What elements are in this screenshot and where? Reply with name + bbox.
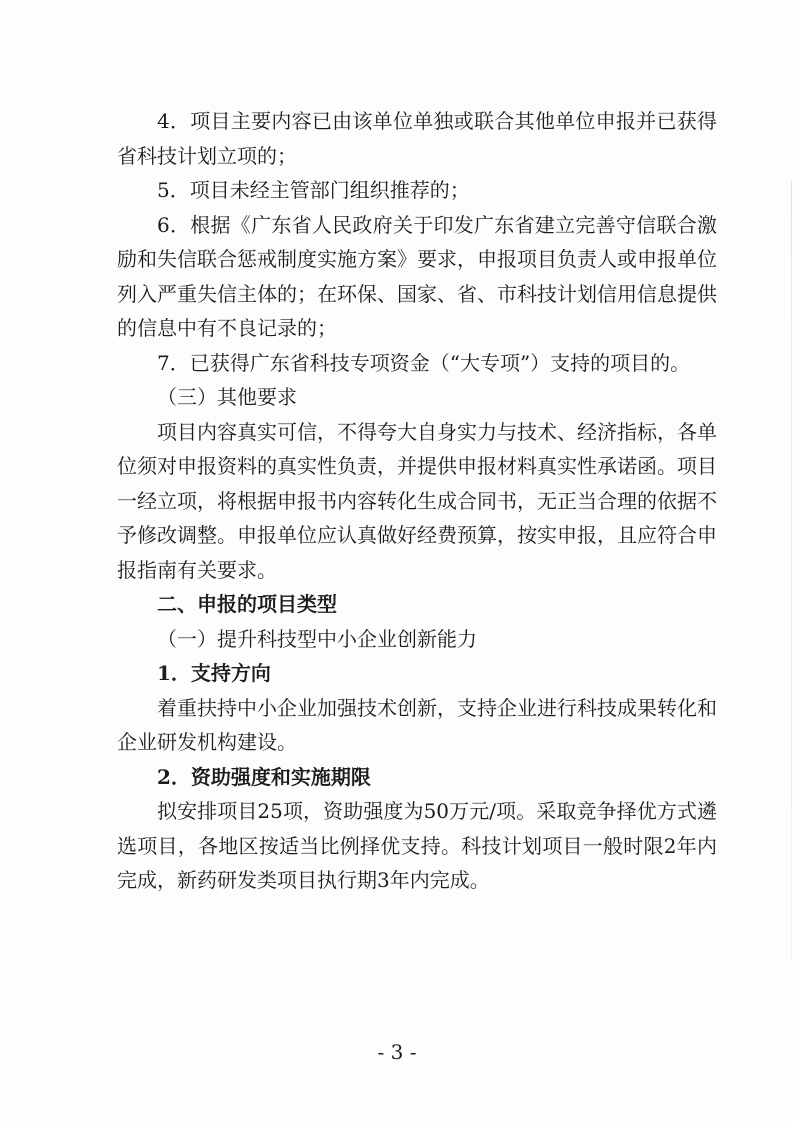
section-heading-other-requirements: （三）其他要求 [157, 385, 297, 409]
clause-4: 4．项目主要内容已由该单位单独或联合其他单位申报并已获得省科技计划立项的； [117, 109, 717, 168]
clause-6: 6．根据《广东省人民政府关于印发广东省建立完善守信联合激励和失信联合惩戒制度实施方案》要求，申报项目负责人或申报单位列入严重失信主体的；在环保、国家、省、市科技计划信用信息提供的信息中有不良记录的； [117, 212, 717, 340]
page-number: - 3 - [377, 1040, 417, 1064]
scan-edge-line [791, 180, 792, 960]
heading-funding-period: 2．资助强度和实施期限 [157, 764, 371, 789]
section-heading-project-types: 二、申报的项目类型 [157, 592, 337, 616]
clause-7: 7．已获得广东省科技专项资金（“大专项”）支持的项目的。 [157, 350, 691, 375]
heading-support-direction: 1．支持方向 [157, 661, 271, 685]
clause-5: 5．项目未经主管部门组织推荐的； [157, 178, 470, 202]
support-direction-text: 着重扶持中小企业加强技术创新，支持企业进行科技成果转化和企业研发机构建设。 [117, 695, 717, 754]
funding-period-text: 拟安排项目25项，资助强度为50万元/项。采取竞争择优方式遴选项目，各地区按适当比例择优支持。科技计划项目一般时限2年内完成，新药研发类项目执行期3年内完成。 [117, 799, 717, 892]
document-body [117, 104, 717, 898]
other-requirements-text: 项目内容真实可信，不得夸大自身实力与技术、经济指标，各单位须对申报资料的真实性负责，并提供申报材料真实性承诺函。项目一经立项，将根据申报书内容转化生成合同书，无正当合理的依据不予修改调整。申报单位应认真做好经费预算，按实申报，且应符合申报指南有关要求。 [117, 419, 717, 582]
subsection-heading-innovation: （一）提升科技型中小企业创新能力 [157, 626, 477, 651]
